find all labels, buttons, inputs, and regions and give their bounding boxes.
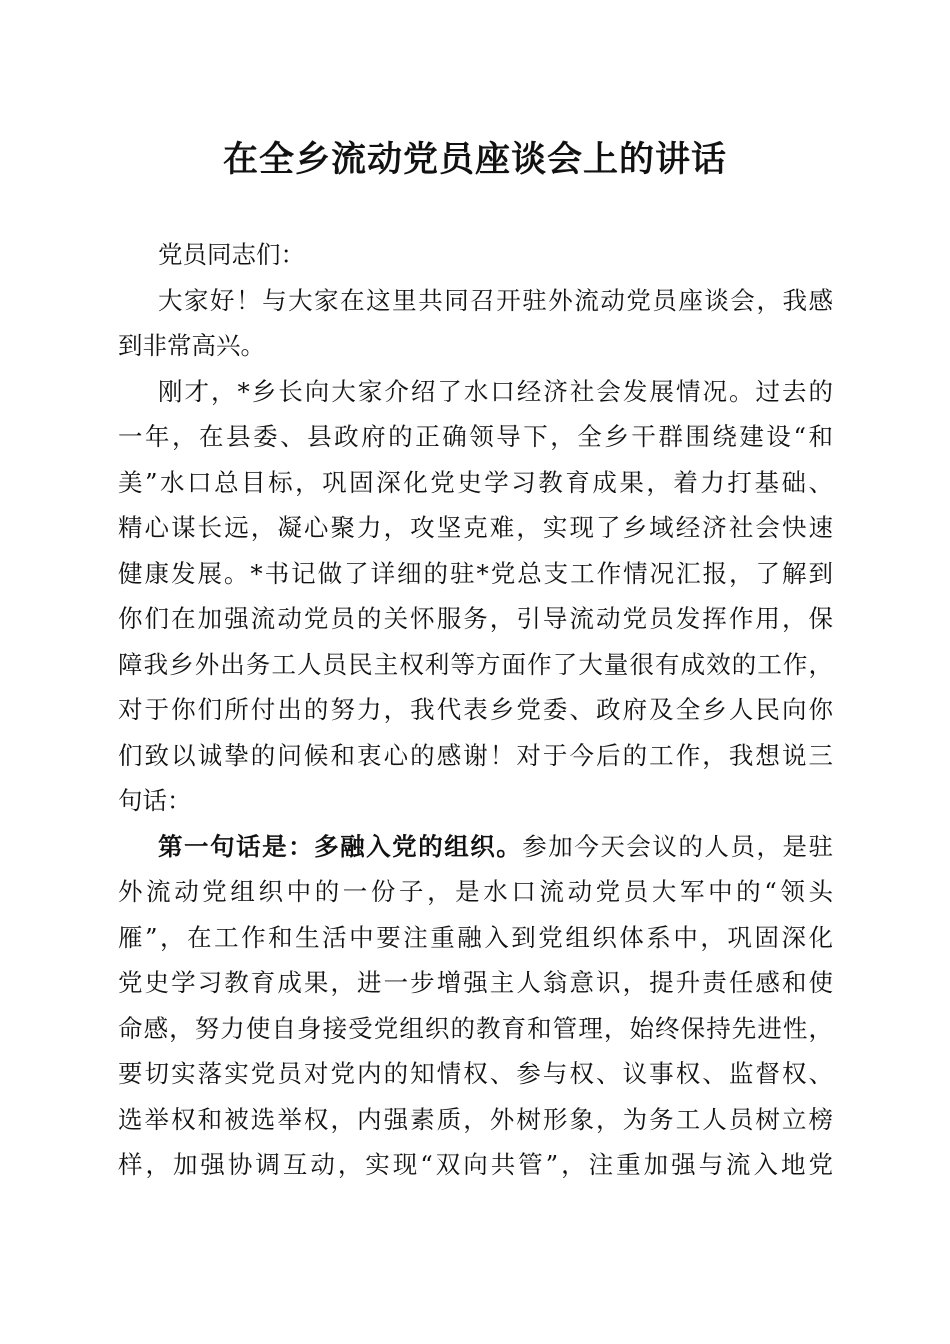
paragraph-3-line: 选举权和被选举权，内强素质，外树形象，为务工人员树立榜	[118, 1104, 833, 1134]
paragraph-3-line: 外流动党组织中的一份子，是水口流动党员大军中的“领头	[118, 877, 833, 906]
paragraph-1-line: 大家好！与大家在这里共同召开驻外流动党员座谈会，我感	[158, 285, 833, 315]
paragraph-3-line: 命感，努力使自身接受党组织的教育和管理，始终保持先进性，	[118, 1013, 833, 1043]
paragraph-2-line: 一年，在县委、县政府的正确领导下，全乡干群围绕建设“和	[118, 422, 833, 451]
paragraph-3-lead: 第一句话是：多融入党的组织。	[158, 831, 523, 861]
paragraph-2-line: 障我乡外出务工人员民主权利等方面作了大量很有成效的工作，	[118, 649, 833, 679]
document-body	[118, 232, 833, 1188]
paragraph-3-line: 样，加强协调互动，实现“双向共管”，注重加强与流入地党	[118, 1150, 833, 1179]
paragraph-3-line: 雁”，在工作和生活中要注重融入到党组织体系中，巩固深化	[118, 922, 833, 952]
greeting: 党员同志们：	[158, 240, 305, 269]
paragraph-1-line: 到非常高兴。	[118, 331, 265, 360]
document-title: 在全乡流动党员座谈会上的讲话	[222, 139, 727, 180]
paragraph-3-line: 党史学习教育成果，进一步增强主人翁意识，提升责任感和使	[118, 968, 833, 997]
paragraph-2-line: 们致以诚挚的问候和衷心的感谢！对于今后的工作，我想说三	[118, 740, 833, 770]
paragraph-3-first-rest: 参加今天会议的人员，是驻	[522, 831, 834, 861]
paragraph-2-line: 你们在加强流动党员的关怀服务，引导流动党员发挥作用，保	[118, 604, 833, 633]
paragraph-3-line: 要切实落实党员对党内的知情权、参与权、议事权、监督权、	[118, 1059, 833, 1088]
paragraph-2-line: 刚才，*乡长向大家介绍了水口经济社会发展情况。过去的	[158, 376, 833, 406]
paragraph-2-line: 美”水口总目标，巩固深化党史学习教育成果，着力打基础、	[118, 467, 833, 497]
paragraph-3-first-line	[118, 824, 833, 870]
paragraph-2-line: 对于你们所付出的努力，我代表乡党委、政府及全乡人民向你	[118, 695, 833, 724]
paragraph-2-line: 句话：	[118, 786, 192, 815]
paragraph-2-line: 健康发展。*书记做了详细的驻*党总支工作情况汇报，了解到	[118, 558, 833, 588]
paragraph-2-line: 精心谋长远，凝心聚力，攻坚克难，实现了乡域经济社会快速	[118, 513, 833, 542]
